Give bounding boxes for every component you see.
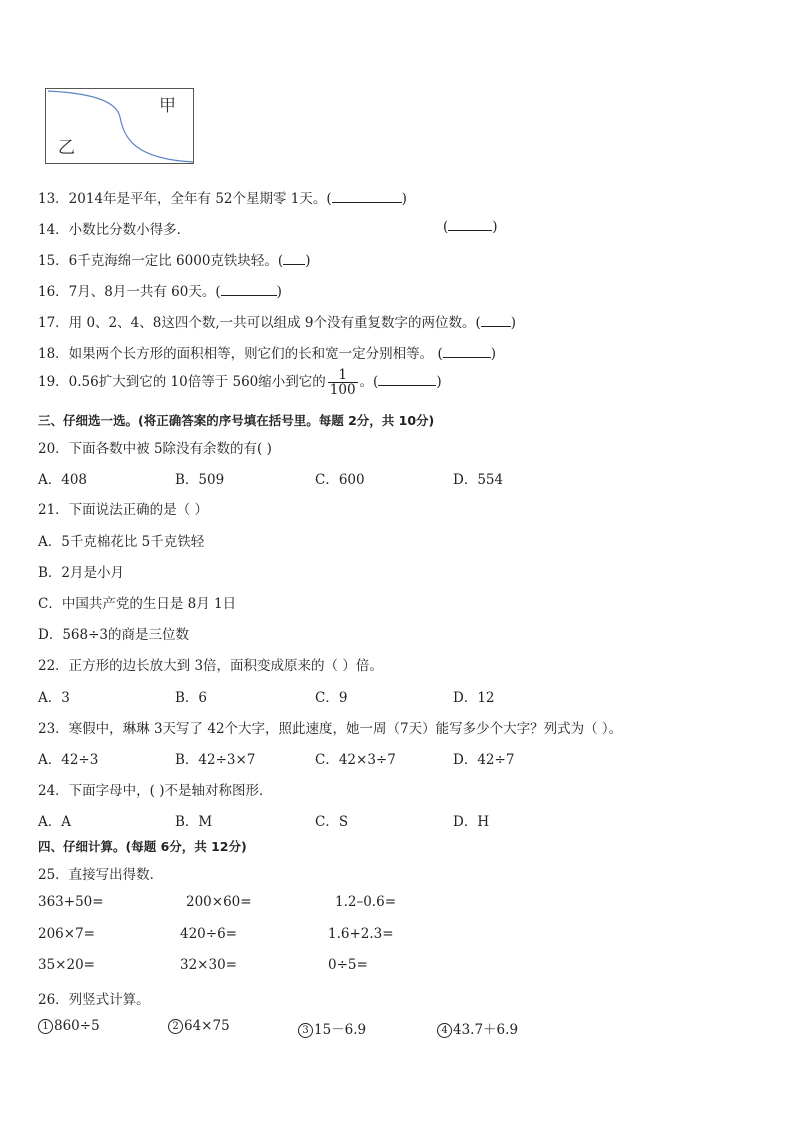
option-20-b[interactable]: B．509: [175, 472, 225, 488]
question-16-text: 16．7月、8月一共有 60天。(: [38, 284, 221, 300]
question-19: [38, 368, 442, 397]
answer-blank-17[interactable]: [481, 314, 511, 327]
question-17-text: 17．用 0、2、4、8这四个数,一共可以组成 9个没有重复数字的两位数。(: [38, 315, 481, 331]
question-14: [38, 218, 190, 238]
answer-blank-16[interactable]: [221, 283, 277, 296]
option-24-a[interactable]: A．A: [38, 814, 71, 830]
calc-item: 1.2–0.6=: [335, 894, 397, 910]
section-3-heading: 三、仔细选一选。(将正确答案的序号填在括号里。每题 2分，共 10分): [38, 413, 435, 428]
circled-number-icon: 2: [168, 1019, 183, 1034]
option-22-c[interactable]: C．9: [315, 690, 348, 706]
option-23-b[interactable]: B．42÷3×7: [175, 752, 256, 768]
paren-close: ): [276, 284, 282, 300]
calc-item: 0÷5=: [328, 957, 368, 973]
section-4-heading: 四、仔细计算。(每题 6分，共 12分): [38, 839, 247, 854]
question-25: 25．直接写出得数．: [38, 867, 164, 883]
option-20-d[interactable]: D．554: [453, 472, 504, 488]
paren-close: ): [492, 219, 498, 235]
circled-number-icon: 4: [437, 1023, 452, 1038]
column-calc-2: [168, 1018, 230, 1034]
option-23-c[interactable]: C．42×3÷7: [315, 752, 396, 768]
question-18-text: 18．如果两个长方形的面积相等，则它们的长和宽一定分别相等。 (: [38, 346, 443, 362]
option-24-b[interactable]: B．M: [175, 814, 213, 830]
paren-close: ): [436, 374, 442, 391]
calc-item: 363+50=: [38, 894, 104, 910]
paren-close: ): [305, 253, 311, 269]
answer-blank-13[interactable]: [332, 190, 402, 203]
option-24-d[interactable]: D．H: [453, 814, 490, 830]
question-21: 21．下面说法正确的是（ ）: [38, 502, 208, 518]
question-13-text: 13．2014年是平年，全年有 52个星期零 1天。(: [38, 191, 332, 207]
question-24: 24．下面字母中，( )不是轴对称图形．: [38, 783, 273, 799]
option-22-b[interactable]: B．6: [175, 690, 208, 706]
column-calc-4: [437, 1018, 518, 1038]
answer-blank-18[interactable]: [443, 345, 491, 358]
option-24-c[interactable]: C．S: [315, 814, 349, 830]
option-21-d[interactable]: D．568÷3的商是三位数: [38, 627, 189, 643]
calc-item: 206×7=: [38, 926, 95, 942]
calc-item: 200×60=: [186, 894, 252, 910]
question-23: 23．寒假中，琳琳 3天写了 42个大字，照此速度，她一周（7天）能写多少个大字？列式为（ ）。: [38, 721, 623, 737]
calc-item: 1.6+2.3=: [328, 926, 394, 942]
question-13: [38, 187, 407, 207]
option-22-d[interactable]: D．12: [453, 690, 495, 706]
question-18: [38, 342, 496, 362]
question-26: 26．列竖式计算。: [38, 992, 150, 1008]
option-22-a[interactable]: A．3: [38, 690, 70, 706]
question-19-text: 19．0.56扩大到它的 10倍等于 560缩小到它的: [38, 374, 326, 391]
question-19-suffix: 。(: [359, 374, 379, 391]
column-calc-1: [38, 1018, 100, 1034]
column-calc-3: [298, 1018, 366, 1038]
fraction-numerator: 1: [328, 368, 358, 383]
column-calc-text: 43.7＋6.9: [453, 1022, 519, 1038]
question-22: 22．正方形的边长放大到 3倍，面积变成原来的（ ）倍。: [38, 658, 383, 674]
option-21-b[interactable]: B．2月是小月: [38, 565, 125, 581]
option-21-c[interactable]: C．中国共产党的生日是 8月 1日: [38, 596, 237, 612]
paren-close: ): [510, 315, 517, 331]
paren-close: ): [401, 191, 407, 207]
option-21-a[interactable]: A．5千克棉花比 5千克铁轻: [38, 534, 205, 550]
column-calc-text: 860÷5: [54, 1018, 100, 1034]
fraction-denominator: 100: [329, 382, 356, 399]
question-20: 20．下面各数中被 5除没有余数的有( ): [38, 441, 272, 457]
figure-box: [45, 88, 194, 164]
option-23-a[interactable]: A．42÷3: [38, 752, 99, 768]
answer-blank-14[interactable]: [448, 218, 492, 231]
paren-close: ): [490, 346, 497, 362]
question-16: [38, 280, 282, 300]
question-14-answer: [443, 218, 498, 235]
label-yi: 乙: [58, 138, 75, 158]
circled-number-icon: 3: [298, 1023, 313, 1038]
option-20-a[interactable]: A．408: [38, 472, 88, 488]
circled-number-icon: 1: [38, 1019, 53, 1034]
answer-blank-15[interactable]: [283, 252, 305, 265]
answer-blank-19[interactable]: [378, 373, 436, 386]
paren-open: (: [443, 219, 449, 235]
fraction: [328, 368, 358, 397]
label-jia: 甲: [159, 96, 176, 116]
column-calc-text: 15－6.9: [314, 1022, 367, 1038]
option-20-c[interactable]: C．600: [315, 472, 365, 488]
question-15-text: 15．6千克海绵一定比 6000克铁块轻。(: [38, 253, 284, 269]
calc-item: 35×20=: [38, 957, 95, 973]
question-15: [38, 249, 310, 269]
question-17: [38, 311, 516, 331]
option-23-d[interactable]: D．42÷7: [453, 752, 515, 768]
question-14-text: 14．小数比分数小得多．: [38, 222, 191, 238]
calc-item: 32×30=: [180, 957, 237, 973]
column-calc-text: 64×75: [184, 1018, 230, 1034]
calc-item: 420÷6=: [180, 926, 237, 942]
